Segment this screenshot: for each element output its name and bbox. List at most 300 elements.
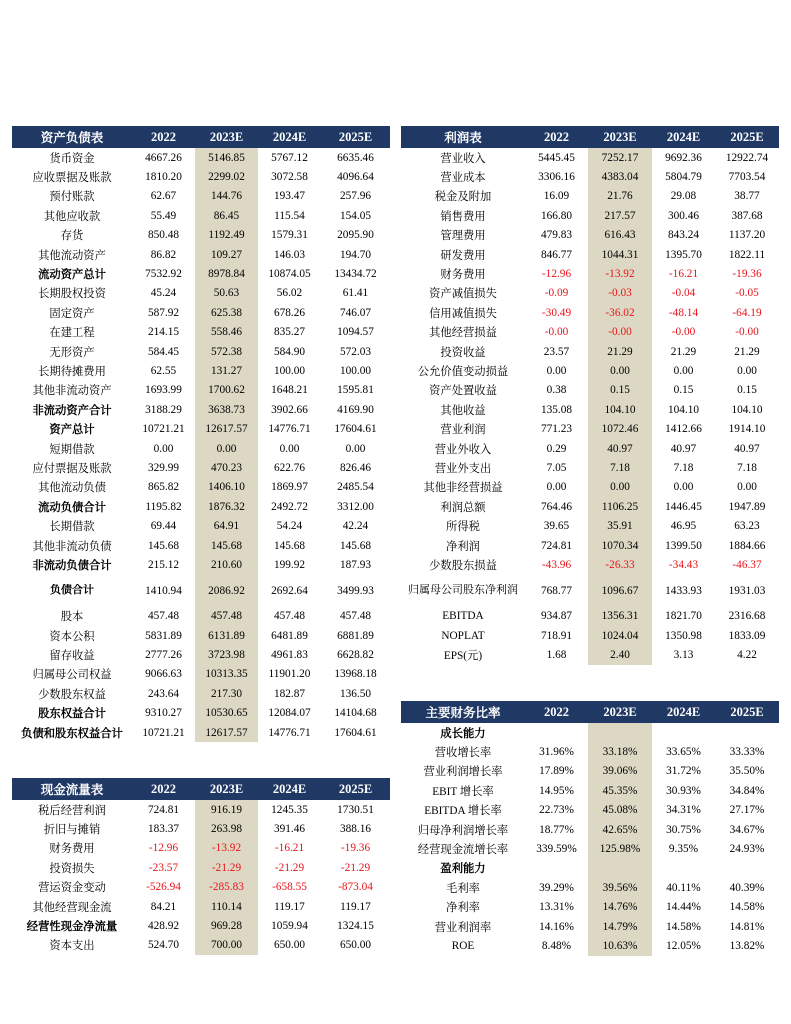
table-row xyxy=(12,684,390,703)
cell-value: 1821.70 xyxy=(665,610,702,623)
row-label: 税后经营利润 xyxy=(38,804,106,817)
cell-value: 0.00 xyxy=(737,481,757,494)
table-row xyxy=(12,704,390,723)
cell-value: 12.05% xyxy=(666,939,701,952)
row-label: 公允价值变动损益 xyxy=(417,365,509,378)
cell-value: -21.29 xyxy=(340,861,371,874)
cell-value: 145.68 xyxy=(273,539,306,552)
cell-value: 2095.90 xyxy=(337,229,374,242)
cell-value: 104.10 xyxy=(667,403,700,416)
cell-value: 14.81% xyxy=(729,920,765,933)
row-label: 研发费用 xyxy=(440,249,486,262)
cell-value: -658.55 xyxy=(272,881,307,894)
table-row xyxy=(12,323,390,342)
cell-value: 61.41 xyxy=(342,287,369,300)
column-header: 2025E xyxy=(338,781,373,796)
table-row xyxy=(401,742,779,761)
cell-value: -0.09 xyxy=(544,287,569,300)
cell-value: 1810.20 xyxy=(145,171,182,184)
cell-value: -43.96 xyxy=(541,558,572,571)
table-row xyxy=(401,342,779,361)
cell-value: 34.67% xyxy=(729,823,765,836)
table-row xyxy=(401,516,779,535)
cell-value: 846.77 xyxy=(540,248,573,261)
cell-value: 84.21 xyxy=(150,900,177,913)
row-label: 其他非流动资产 xyxy=(32,385,112,398)
column-header: 2024E xyxy=(666,704,701,719)
cell-value: 1914.10 xyxy=(728,423,766,436)
row-label: EBIT 增长率 xyxy=(432,785,494,798)
cell-value: 30.75% xyxy=(666,823,701,836)
row-label: 长期待摊费用 xyxy=(38,365,106,378)
cell-value: 835.27 xyxy=(273,326,306,339)
row-label: 其他应收款 xyxy=(43,210,101,223)
cell-value: 40.39% xyxy=(729,881,765,894)
table-header xyxy=(12,126,390,148)
cell-value: 0.15 xyxy=(737,384,757,397)
cell-value xyxy=(588,723,652,742)
cell-value: 11901.20 xyxy=(268,668,311,681)
cell-value: 17604.61 xyxy=(334,726,377,739)
cell-value: 5804.79 xyxy=(665,171,702,184)
cell-value: 2692.64 xyxy=(271,584,308,597)
cell-value: 64.91 xyxy=(195,516,258,535)
cell-value: 843.24 xyxy=(667,229,700,242)
cell-value: 1350.98 xyxy=(665,629,702,642)
cell-value: 457.48 xyxy=(147,610,180,623)
cell-value: 9310.27 xyxy=(145,707,182,720)
row-label: 销售费用 xyxy=(440,210,486,223)
table-row xyxy=(401,187,779,206)
cell-value: 31.72% xyxy=(666,765,701,778)
cell-value: 10721.21 xyxy=(142,726,185,739)
cell-value: 572.03 xyxy=(339,345,372,358)
table-row xyxy=(401,458,779,477)
row-label: EPS(元) xyxy=(443,650,483,663)
table-row xyxy=(401,536,779,555)
cell-value: 243.64 xyxy=(147,687,180,700)
cell-value: 144.76 xyxy=(195,187,258,206)
cell-value: 470.23 xyxy=(195,458,258,477)
cell-value: 12617.57 xyxy=(195,723,258,742)
cell-value: 300.46 xyxy=(667,209,700,222)
cell-value xyxy=(715,723,779,742)
cell-value: 14776.71 xyxy=(268,726,311,739)
row-label: 投资损失 xyxy=(49,862,95,875)
cell-value: 12084.07 xyxy=(268,707,311,720)
cell-value: 119.17 xyxy=(340,900,371,913)
table-row xyxy=(401,762,779,781)
cell-value: 865.82 xyxy=(147,481,180,494)
cell-value: 0.00 xyxy=(546,481,567,494)
cell-value: 10874.05 xyxy=(268,268,311,281)
cell-value xyxy=(715,859,779,878)
cell-value: 2316.68 xyxy=(728,610,766,623)
cell-value: 27.17% xyxy=(729,804,765,817)
table-row xyxy=(401,439,779,458)
row-label: 营运资金变动 xyxy=(38,882,106,895)
cell-value: 145.68 xyxy=(339,539,372,552)
cell-value: 969.28 xyxy=(195,916,258,935)
cell-value: 119.17 xyxy=(274,900,305,913)
cell-value: 3902.66 xyxy=(271,403,308,416)
cell-value: 100.00 xyxy=(339,364,372,377)
table-title: 资产负债表 xyxy=(40,131,104,145)
row-label: 其他经营损益 xyxy=(429,327,497,340)
table-row xyxy=(401,917,779,936)
table-row xyxy=(12,478,390,497)
row-label: 净利率 xyxy=(446,902,480,915)
table-row xyxy=(12,148,390,167)
column-header: 2025E xyxy=(730,129,764,144)
row-label: 财务费用 xyxy=(440,269,486,282)
table-row xyxy=(12,936,390,955)
cell-value: 257.96 xyxy=(339,190,372,203)
row-label: 其他流动资产 xyxy=(38,249,106,262)
row-label: NOPLAT xyxy=(441,629,485,642)
cell-value: 14104.68 xyxy=(334,707,377,720)
cell-value: 746.07 xyxy=(339,306,372,319)
cell-value: 584.90 xyxy=(273,345,306,358)
column-header: 2024E xyxy=(272,129,307,144)
cell-value: 1192.49 xyxy=(195,226,258,245)
row-label: 非流动资产合计 xyxy=(32,404,112,417)
cell-value: 63.23 xyxy=(734,520,760,533)
cell-value: 39.65 xyxy=(543,520,570,533)
table-row xyxy=(12,400,390,419)
cell-value: 339.59% xyxy=(536,843,577,856)
cell-value: 764.46 xyxy=(540,500,573,513)
cell-value: 17.89% xyxy=(539,765,574,778)
cell-value: 187.93 xyxy=(339,558,372,571)
cell-value: 125.98% xyxy=(588,839,652,858)
cell-value: 1730.51 xyxy=(337,803,374,816)
cell-value: 0.00 xyxy=(588,478,652,497)
table-row xyxy=(401,361,779,380)
cell-value: 0.00 xyxy=(345,442,366,455)
column-header: 2022 xyxy=(544,704,569,719)
cell-value: -0.04 xyxy=(671,287,696,300)
cell-value: 13434.72 xyxy=(334,268,377,281)
cell-value: 86.82 xyxy=(150,248,177,261)
cell-value: 33.65% xyxy=(666,746,701,759)
column-header: 2023E xyxy=(209,781,244,796)
table-row xyxy=(401,898,779,917)
cell-value: 104.10 xyxy=(731,403,763,416)
row-label: 短期借款 xyxy=(49,443,95,456)
cell-value: 217.30 xyxy=(195,684,258,703)
row-label: 经营性现金净流量 xyxy=(26,921,118,934)
cell-value: 1947.89 xyxy=(728,500,766,513)
cell-value: 1693.99 xyxy=(145,384,182,397)
cell-value: 215.12 xyxy=(147,558,180,571)
cell-value: 9066.63 xyxy=(145,668,182,681)
table-row xyxy=(401,839,779,858)
cell-value: -0.00 xyxy=(735,326,759,339)
row-label: 营业利润率 xyxy=(434,921,492,934)
cell-value: 7.18 xyxy=(673,461,694,474)
cell-value: 1395.70 xyxy=(665,248,702,261)
cell-value: 0.00 xyxy=(153,442,174,455)
cell-value: 54.24 xyxy=(276,520,303,533)
row-label: EBITDA xyxy=(442,610,484,623)
cell-value: 2777.26 xyxy=(145,649,182,662)
table-row xyxy=(12,897,390,916)
cell-value: 14.58% xyxy=(666,920,701,933)
column-header: 2022 xyxy=(544,129,569,144)
cell-value: 210.60 xyxy=(195,555,258,574)
cell-value: 1446.45 xyxy=(665,500,702,513)
row-label: 其他非流动负债 xyxy=(32,540,112,553)
cell-value: 768.77 xyxy=(540,584,573,597)
cell-value: 104.10 xyxy=(588,400,652,419)
cell-value: 34.31% xyxy=(666,804,701,817)
cell-value: 45.24 xyxy=(150,287,177,300)
cell-value: 40.11% xyxy=(666,881,701,894)
balance-sheet-table xyxy=(12,126,390,742)
table-row xyxy=(401,723,779,742)
cell-value: 0.00 xyxy=(195,439,258,458)
row-label: 资本公积 xyxy=(49,630,95,643)
row-label: 其他非经营损益 xyxy=(423,482,503,495)
cell-value: 21.29 xyxy=(588,342,652,361)
cell-value: -30.49 xyxy=(541,306,572,319)
row-label: 固定资产 xyxy=(49,307,95,320)
table-title: 现金流量表 xyxy=(40,783,104,797)
cell-value: -19.36 xyxy=(340,842,371,855)
cell-value: 14.79% xyxy=(588,917,652,936)
cell-value: 42.24 xyxy=(342,520,369,533)
cell-value: 109.27 xyxy=(195,245,258,264)
cell-value: 2485.54 xyxy=(337,481,374,494)
cell-value: 5767.12 xyxy=(271,151,308,164)
cell-value: 622.76 xyxy=(273,461,306,474)
cell-value: 35.91 xyxy=(588,516,652,535)
table-row xyxy=(401,167,779,186)
cell-value: 8.48% xyxy=(541,939,572,952)
table-row xyxy=(401,801,779,820)
cell-value: 22.73% xyxy=(539,804,574,817)
cell-value: 6131.89 xyxy=(195,626,258,645)
table-row xyxy=(12,264,390,283)
table-row xyxy=(12,916,390,935)
cell-value: 14.58% xyxy=(729,901,765,914)
key-ratios-table xyxy=(401,701,779,956)
cell-value: 69.44 xyxy=(150,520,177,533)
cell-value: 3312.00 xyxy=(337,500,374,513)
table-row xyxy=(12,555,390,574)
cell-value: 39.56% xyxy=(588,878,652,897)
cell-value: 2.40 xyxy=(588,645,652,664)
cell-value: 771.23 xyxy=(540,423,573,436)
cell-value: 387.68 xyxy=(731,209,763,222)
cell-value: 524.70 xyxy=(147,939,180,952)
cell-value: -23.57 xyxy=(148,861,179,874)
cell-value: 0.29 xyxy=(546,442,567,455)
table-row xyxy=(401,575,779,607)
cell-value: 479.83 xyxy=(540,229,573,242)
cell-value: 24.93% xyxy=(729,843,765,856)
cell-value: 8978.84 xyxy=(195,264,258,283)
row-label: 盈利能力 xyxy=(440,863,486,876)
cell-value: 39.29% xyxy=(539,881,574,894)
table-row xyxy=(401,497,779,516)
cell-value: 193.47 xyxy=(273,190,306,203)
cell-value: 1094.57 xyxy=(337,326,374,339)
row-label: 所得税 xyxy=(446,521,480,534)
table-row xyxy=(12,839,390,858)
cell-value: 4169.90 xyxy=(337,403,374,416)
row-label: 负债和股东权益合计 xyxy=(21,727,123,740)
cell-value: 1.68 xyxy=(546,649,567,662)
cell-value: 1579.31 xyxy=(271,229,308,242)
table-row xyxy=(12,419,390,438)
row-label: 经营现金流增长率 xyxy=(417,844,509,857)
cell-value: -12.96 xyxy=(541,268,572,281)
cell-value: 2299.02 xyxy=(195,167,258,186)
cell-value: 34.84% xyxy=(729,784,765,797)
cell-value: 0.00 xyxy=(546,364,567,377)
cell-value: 3638.73 xyxy=(195,400,258,419)
cell-value: 21.76 xyxy=(588,187,652,206)
cell-value: 0.00 xyxy=(673,481,694,494)
cell-value: -12.96 xyxy=(148,842,179,855)
cell-value: 16.09 xyxy=(543,190,570,203)
row-label: 毛利率 xyxy=(446,882,480,895)
cell-value: 428.92 xyxy=(147,920,180,933)
cell-value: 457.48 xyxy=(195,607,258,626)
income-statement-table xyxy=(401,126,779,665)
cell-value: 1356.31 xyxy=(588,607,652,626)
cell-value: 1096.67 xyxy=(588,575,652,607)
table-row xyxy=(401,264,779,283)
cell-value: 18.77% xyxy=(539,823,574,836)
cell-value: 29.08 xyxy=(670,190,697,203)
row-label: 净利润 xyxy=(446,540,480,553)
cell-value: 6635.46 xyxy=(337,151,374,164)
cell-value xyxy=(652,859,715,878)
cell-value: -526.94 xyxy=(146,881,181,894)
table-header xyxy=(401,126,779,148)
row-label: 营业利润增长率 xyxy=(423,766,503,779)
row-label: 营业利润 xyxy=(440,424,486,437)
cell-value: 700.00 xyxy=(195,936,258,955)
cell-value: -0.05 xyxy=(735,287,759,300)
cell-value: 6628.82 xyxy=(337,649,374,662)
table-row xyxy=(12,245,390,264)
cell-value: 1399.50 xyxy=(665,539,702,552)
cell-value: 1931.03 xyxy=(728,584,766,597)
column-header: 2025E xyxy=(338,129,373,144)
table-row xyxy=(12,284,390,303)
table-row xyxy=(12,361,390,380)
row-label: 归属母公司权益 xyxy=(32,669,112,682)
cell-value: 6481.89 xyxy=(271,629,308,642)
cell-value: 55.49 xyxy=(150,209,177,222)
table-row xyxy=(401,478,779,497)
cell-value: 14.95% xyxy=(539,784,574,797)
cell-value: 214.15 xyxy=(147,326,180,339)
row-label: EBITDA 增长率 xyxy=(424,805,502,818)
cell-value: 10313.35 xyxy=(195,665,258,684)
cell-value xyxy=(588,859,652,878)
table-row xyxy=(12,187,390,206)
row-label: 其他收益 xyxy=(440,404,486,417)
cell-value: 718.91 xyxy=(540,629,573,642)
table-row xyxy=(12,665,390,684)
cell-value: -64.19 xyxy=(732,306,762,319)
row-label: 营业外支出 xyxy=(434,462,492,475)
cell-value: 3072.58 xyxy=(271,171,308,184)
cell-value: 45.35% xyxy=(588,781,652,800)
cash-flow-table xyxy=(12,778,390,955)
cell-value: 136.50 xyxy=(339,687,372,700)
cell-value: 3.13 xyxy=(673,649,694,662)
cell-value: 146.03 xyxy=(273,248,306,261)
cell-value: 0.00 xyxy=(588,361,652,380)
table-row xyxy=(401,381,779,400)
row-label: 存货 xyxy=(60,230,84,243)
cell-value: 4961.83 xyxy=(271,649,308,662)
row-label: 留存收益 xyxy=(49,650,95,663)
table-row xyxy=(401,245,779,264)
cell-value: 1412.66 xyxy=(665,423,702,436)
cell-value: 33.18% xyxy=(588,742,652,761)
column-header: 2024E xyxy=(666,129,701,144)
row-label: 资产总计 xyxy=(49,424,95,437)
cell-value: 166.80 xyxy=(540,209,573,222)
cell-value: 1648.21 xyxy=(271,384,308,397)
row-label: 折旧与摊销 xyxy=(43,824,101,837)
cell-value: 183.37 xyxy=(147,823,180,836)
column-header: 2023E xyxy=(603,704,637,719)
table-row xyxy=(12,575,390,607)
cell-value: -0.00 xyxy=(544,326,569,339)
cell-value: 182.87 xyxy=(273,687,306,700)
cell-value: 5831.89 xyxy=(145,629,182,642)
row-label: 货币资金 xyxy=(49,152,95,165)
table-row xyxy=(401,303,779,322)
cell-value: -19.36 xyxy=(732,268,762,281)
cell-value: -0.00 xyxy=(588,323,652,342)
row-label: 长期借款 xyxy=(49,521,95,534)
cell-value xyxy=(525,859,588,878)
cell-value: 199.92 xyxy=(273,558,306,571)
cell-value: 56.02 xyxy=(276,287,303,300)
row-label: 流动负债合计 xyxy=(38,501,106,514)
cell-value: 678.26 xyxy=(273,306,306,319)
cell-value: -34.43 xyxy=(668,558,699,571)
cell-value: 35.50% xyxy=(729,765,765,778)
cell-value: 6881.89 xyxy=(337,629,374,642)
cell-value: 587.92 xyxy=(147,306,180,319)
table-row xyxy=(12,303,390,322)
cell-value: 2086.92 xyxy=(195,575,258,607)
cell-value: 724.81 xyxy=(147,803,180,816)
cell-value: 1884.66 xyxy=(728,539,766,552)
table-row xyxy=(12,536,390,555)
table-row xyxy=(401,555,779,574)
cell-value: 10.63% xyxy=(588,936,652,955)
cell-value: 3499.93 xyxy=(337,584,374,597)
column-header: 2024E xyxy=(272,781,307,796)
cell-value: -13.92 xyxy=(588,264,652,283)
cell-value: 1137.20 xyxy=(728,229,766,242)
row-label: 归属母公司股东净利润 xyxy=(408,584,518,597)
cell-value: 934.87 xyxy=(540,610,573,623)
table-row xyxy=(401,645,779,664)
table-row xyxy=(401,400,779,419)
